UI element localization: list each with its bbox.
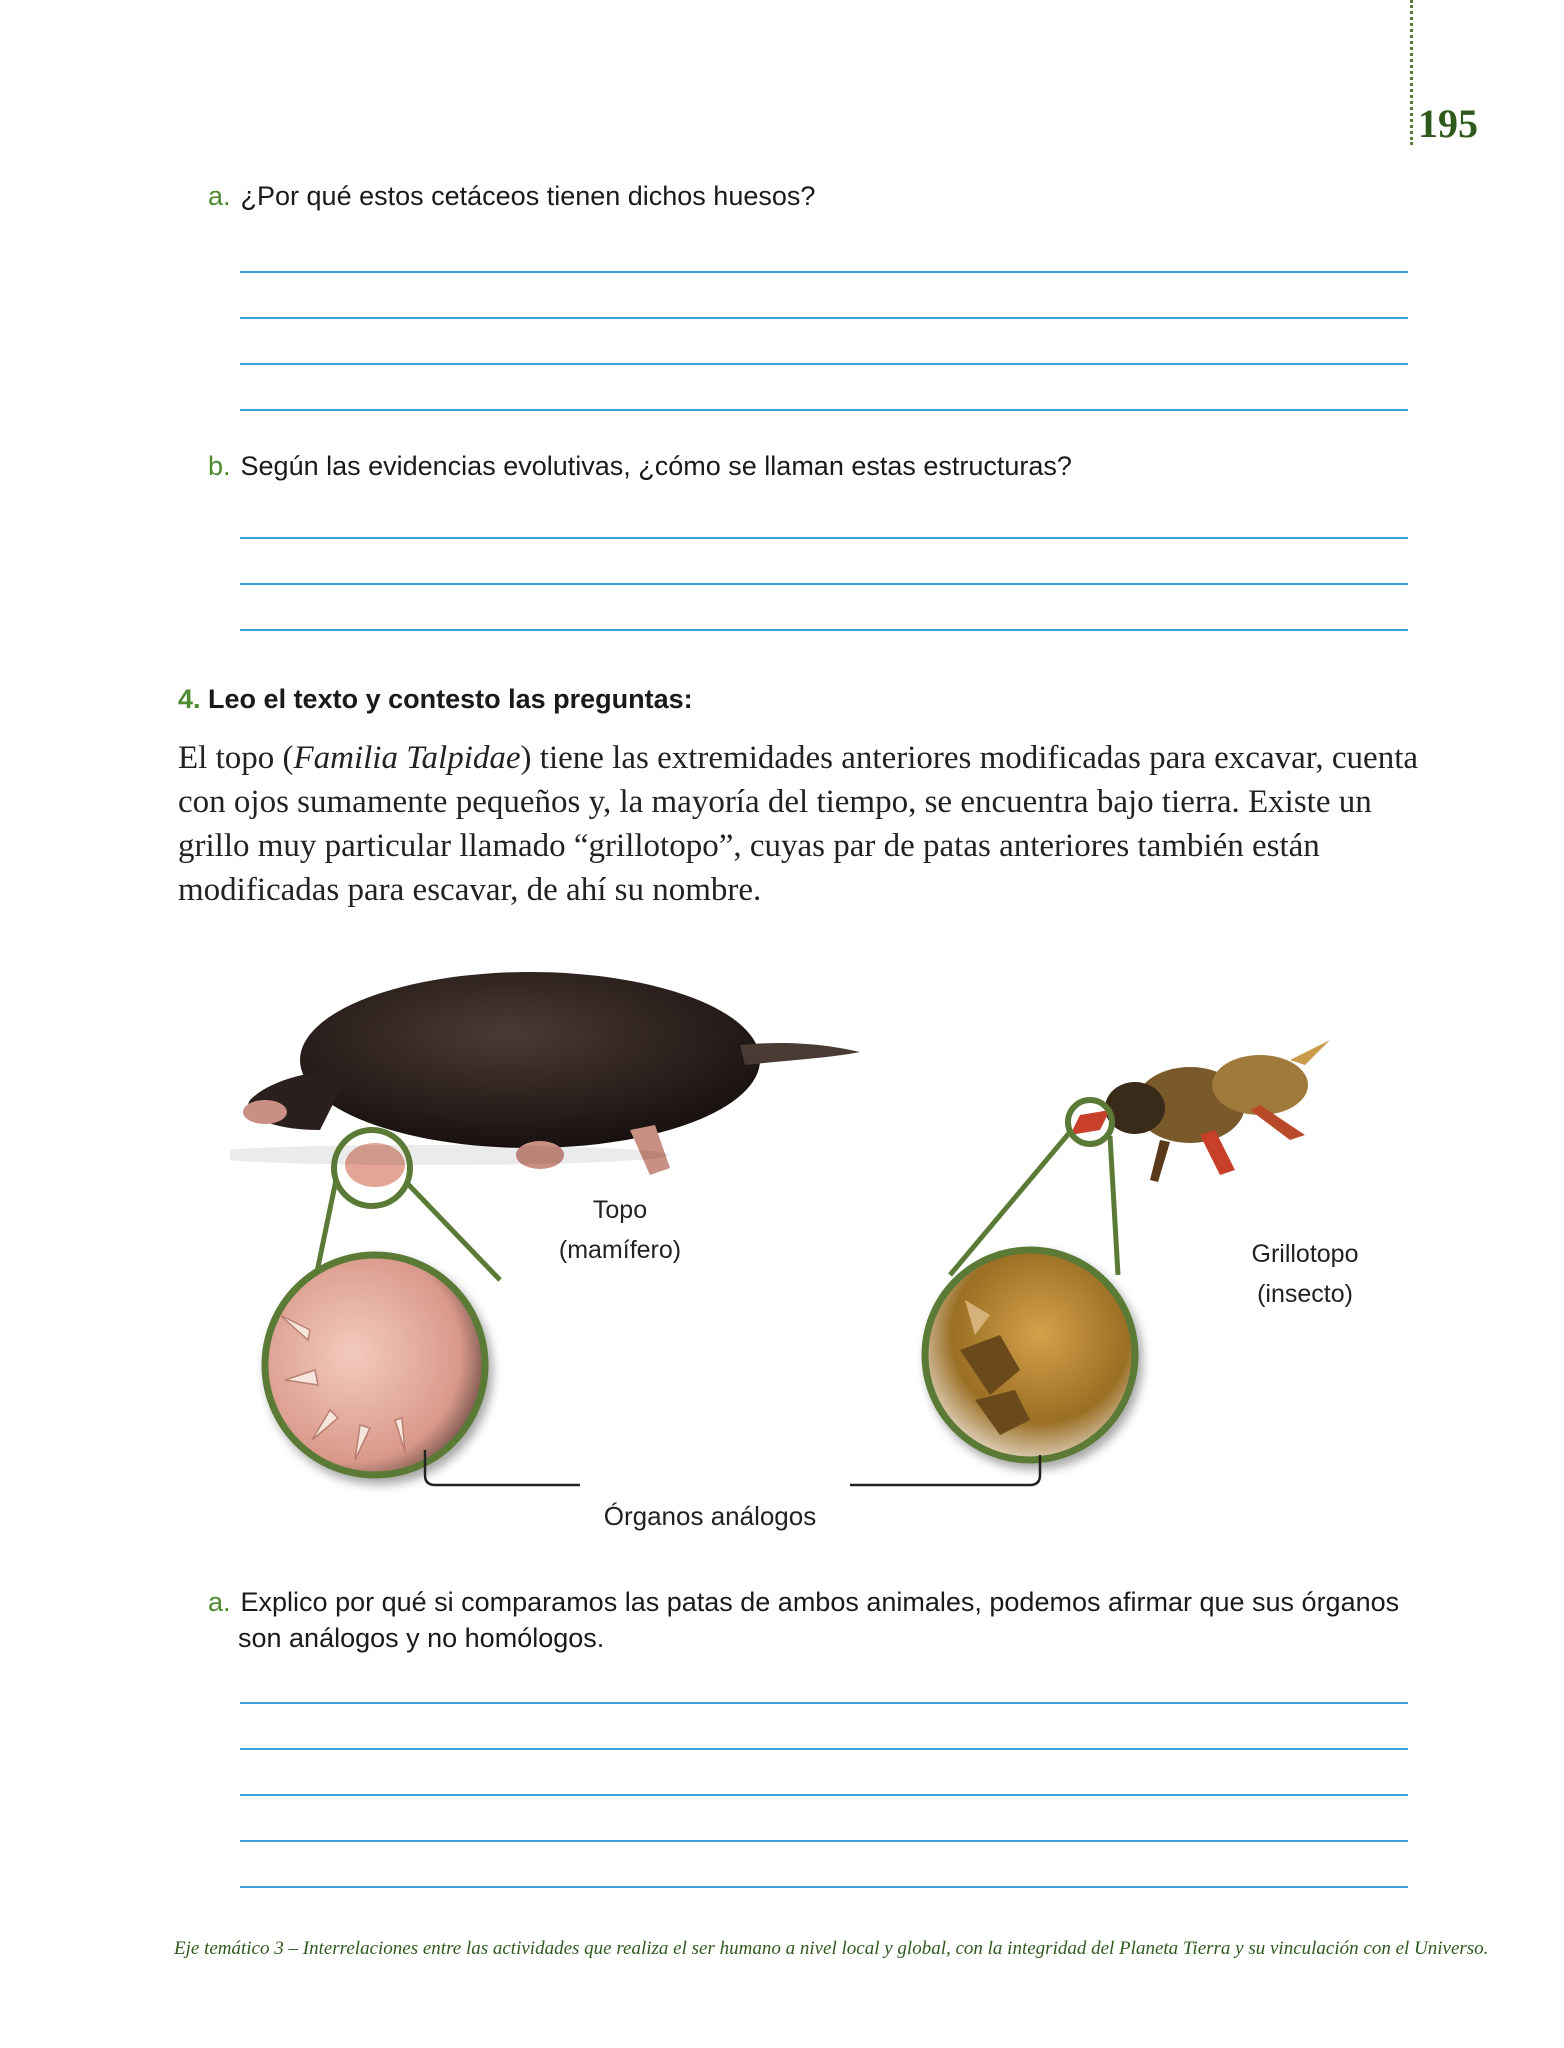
mole-label-name: Topo <box>592 1196 648 1224</box>
analogous-organs-caption: Órganos análogos <box>603 1501 817 1531</box>
mole-paragraph <box>178 736 1438 912</box>
margin-dotted-rule <box>1410 0 1413 145</box>
question-a-letter: a. <box>208 181 231 211</box>
question-b-text: Según las evidencias evolutivas, ¿cómo se llaman estas estructuras? <box>240 451 1072 481</box>
section-4-number: 4. <box>178 684 201 714</box>
bracket-left <box>425 1450 580 1485</box>
cricket-leg-zoom <box>925 1250 1135 1460</box>
cricket-label-name: Grillotopo <box>1251 1240 1359 1268</box>
answer-line[interactable] <box>240 363 1408 365</box>
question-b-letter: b. <box>208 451 231 481</box>
paragraph-part-2: ) tiene las extremidades anteriores modificadas para excavar, cuenta con ojos sumamente pequeños y, la mayoría del tiempo, se encuentra bajo tierra. Existe un grillo muy particular llamado “grillotopo”, cuyas par de patas anteriores también están modificadas para escavar, de ahí su nombre. <box>178 740 1419 908</box>
answer-line[interactable] <box>240 271 1408 273</box>
question-4a <box>208 1584 1428 1656</box>
page-number: 195 <box>1418 101 1478 146</box>
mole-label-class: (mamífero) <box>558 1236 682 1264</box>
answer-line[interactable] <box>240 537 1408 539</box>
answer-line[interactable] <box>240 583 1408 585</box>
answer-line[interactable] <box>240 317 1408 319</box>
paragraph-italic-family: Familia Talpidae <box>293 740 521 776</box>
paragraph-part-1: El topo ( <box>178 740 294 776</box>
answer-line[interactable] <box>240 1794 1408 1796</box>
analogous-organs-figure <box>230 940 1380 1540</box>
answer-line[interactable] <box>240 409 1408 411</box>
question-a-text: ¿Por qué estos cetáceos tienen dichos huesos? <box>240 181 816 211</box>
answer-line[interactable] <box>240 629 1408 631</box>
question-a <box>208 178 815 214</box>
mole-label <box>545 1190 695 1270</box>
question-4a-letter: a. <box>208 1587 231 1617</box>
question-4a-line2: son análogos y no homólogos. <box>238 1623 605 1653</box>
answer-line[interactable] <box>240 1840 1408 1842</box>
mole-image <box>230 972 860 1187</box>
mole-paw-zoom <box>265 1255 485 1475</box>
answer-line[interactable] <box>240 1702 1408 1704</box>
section-4-title: Leo el texto y contesto las preguntas: <box>208 684 693 714</box>
cricket-label <box>1225 1234 1385 1314</box>
answer-line[interactable] <box>240 1886 1408 1888</box>
footer-theme: Eje temático 3 – Interrelaciones entre las actividades que realiza el ser humano a nivel local y global, con la integridad del Planeta Tierra y su vinculación con el Universo. <box>174 1938 1489 1959</box>
cricket-label-class: (insecto) <box>1257 1280 1353 1308</box>
question-4a-line1: Explico por qué si comparamos las patas de ambos animales, podemos afirmar que sus órganos <box>240 1587 1400 1617</box>
question-b <box>208 448 1072 484</box>
section-4-heading <box>178 684 693 715</box>
answer-line[interactable] <box>240 1748 1408 1750</box>
